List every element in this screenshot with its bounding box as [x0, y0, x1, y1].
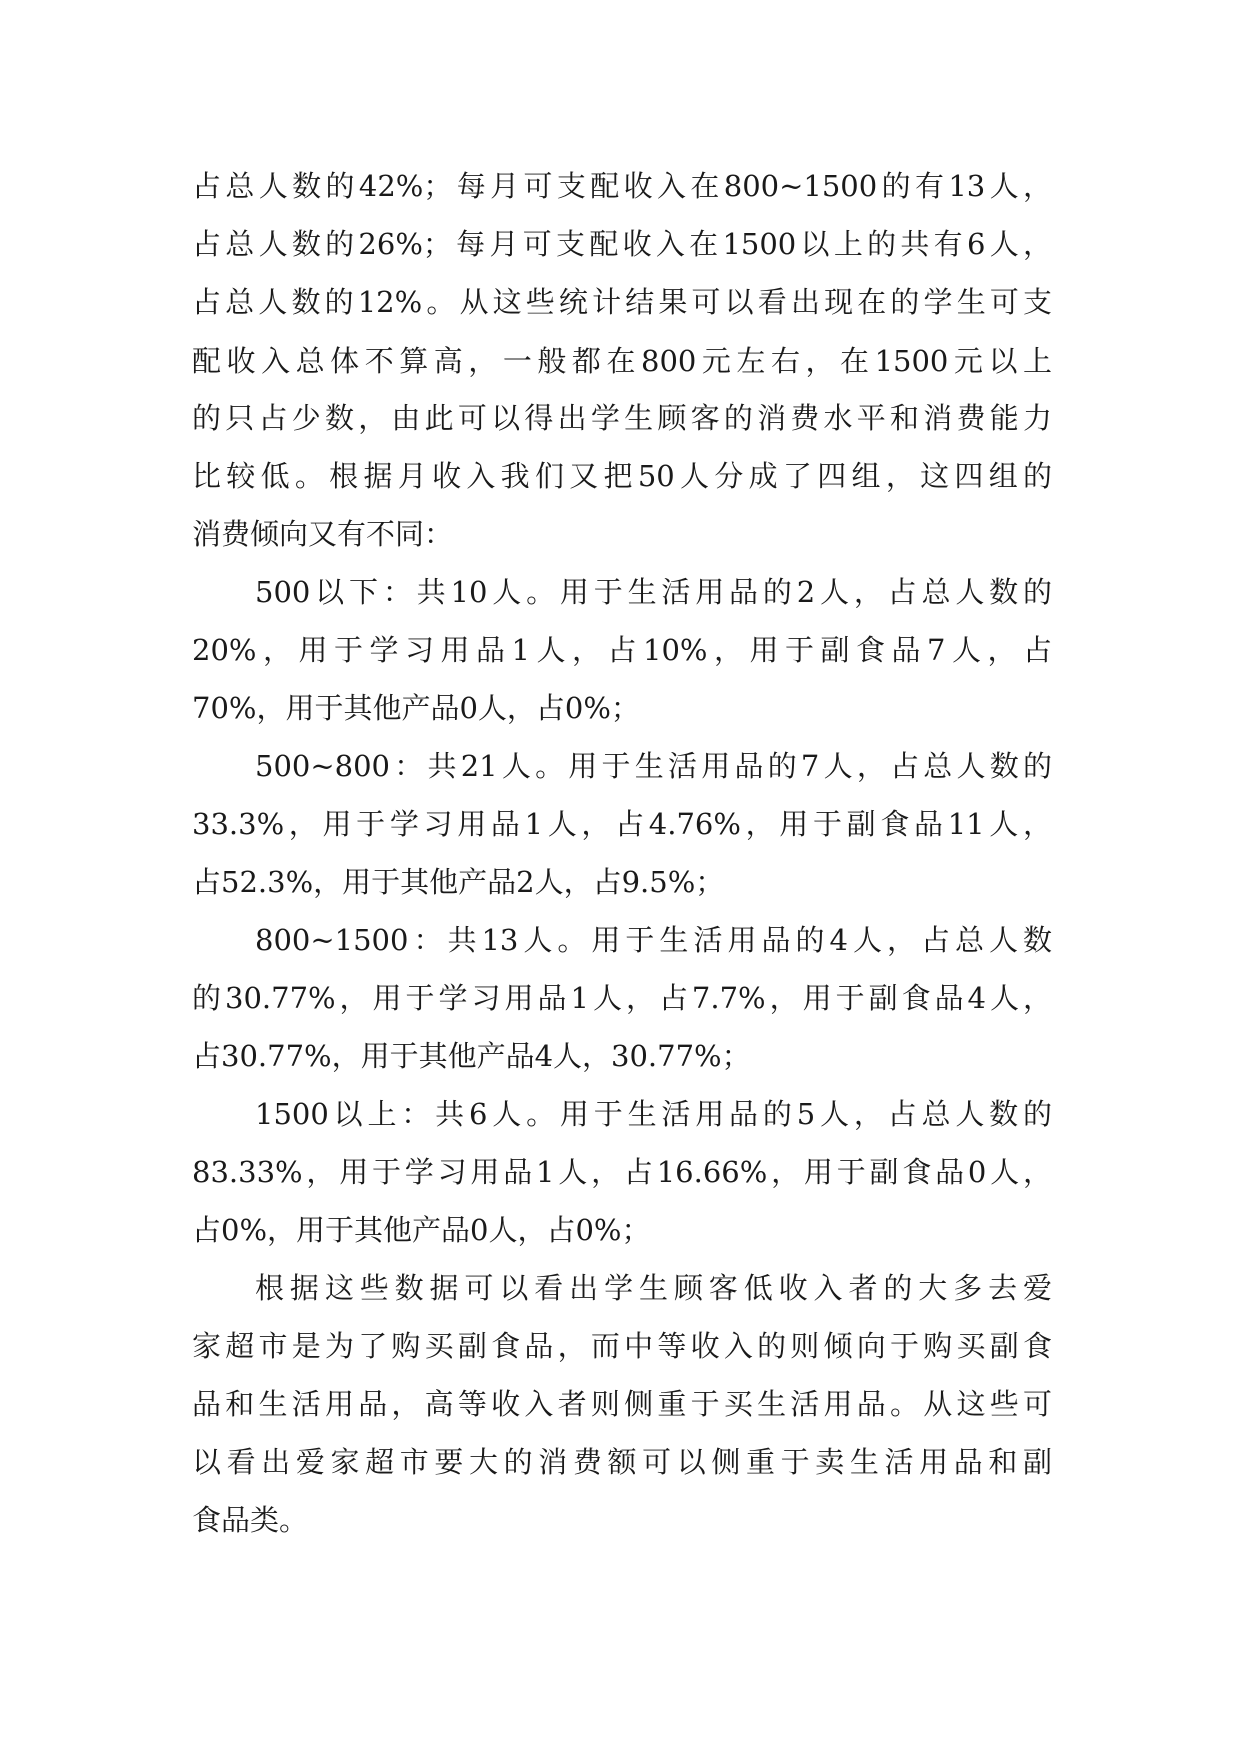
- text-line: 消费倾向又有不同：: [192, 517, 454, 551]
- text-line: 家超市是为了购买副食品，而中等收入的则倾向于购买副食: [192, 1329, 1052, 1363]
- text-line: 1500以上：共6人。用于生活用品的5人，占总人数的: [255, 1097, 1052, 1131]
- text-line: 70%，用于其他产品0人，占0%；: [192, 691, 640, 725]
- text-line: 占0%，用于其他产品0人，占0%；: [192, 1213, 651, 1247]
- text-line: 占总人数的42%；每月可支配收入在800~1500的有13人，: [192, 169, 1052, 203]
- text-line: 500~800：共21人。用于生活用品的7人，占总人数的: [255, 749, 1052, 783]
- text-line: 800~1500：共13人。用于生活用品的4人，占总人数: [255, 923, 1052, 957]
- text-line: 食品类。: [192, 1503, 309, 1537]
- text-line: 占30.77%，用于其他产品4人，30.77%；: [192, 1039, 751, 1073]
- text-line: 20%，用于学习用品1人，占10%，用于副食品7人，占: [192, 633, 1052, 667]
- text-line: 品和生活用品，高等收入者则侧重于买生活用品。从这些可: [192, 1387, 1052, 1421]
- text-line: 的30.77%，用于学习用品1人，占7.7%，用于副食品4人，: [192, 981, 1052, 1015]
- text-line: 占总人数的12%。从这些统计结果可以看出现在的学生可支: [192, 285, 1052, 319]
- text-line: 以看出爱家超市要大的消费额可以侧重于卖生活用品和副: [192, 1445, 1052, 1479]
- text-line: 比较低。根据月收入我们又把50人分成了四组，这四组的: [192, 459, 1052, 493]
- text-line: 33.3%，用于学习用品1人，占4.76%，用于副食品11人，: [192, 807, 1052, 841]
- text-line: 500以下：共10人。用于生活用品的2人，占总人数的: [255, 575, 1052, 609]
- text-line: 根据这些数据可以看出学生顾客低收入者的大多去爱: [255, 1271, 1052, 1305]
- text-line: 83.33%，用于学习用品1人，占16.66%，用于副食品0人，: [192, 1155, 1052, 1189]
- text-line: 占总人数的26%；每月可支配收入在1500以上的共有6人，: [192, 227, 1052, 261]
- text-line: 的只占少数，由此可以得出学生顾客的消费水平和消费能力: [192, 401, 1052, 435]
- text-line: 占52.3%，用于其他产品2人，占9.5%；: [192, 865, 725, 899]
- text-line: 配收入总体不算高，一般都在800元左右，在1500元以上: [192, 344, 1052, 378]
